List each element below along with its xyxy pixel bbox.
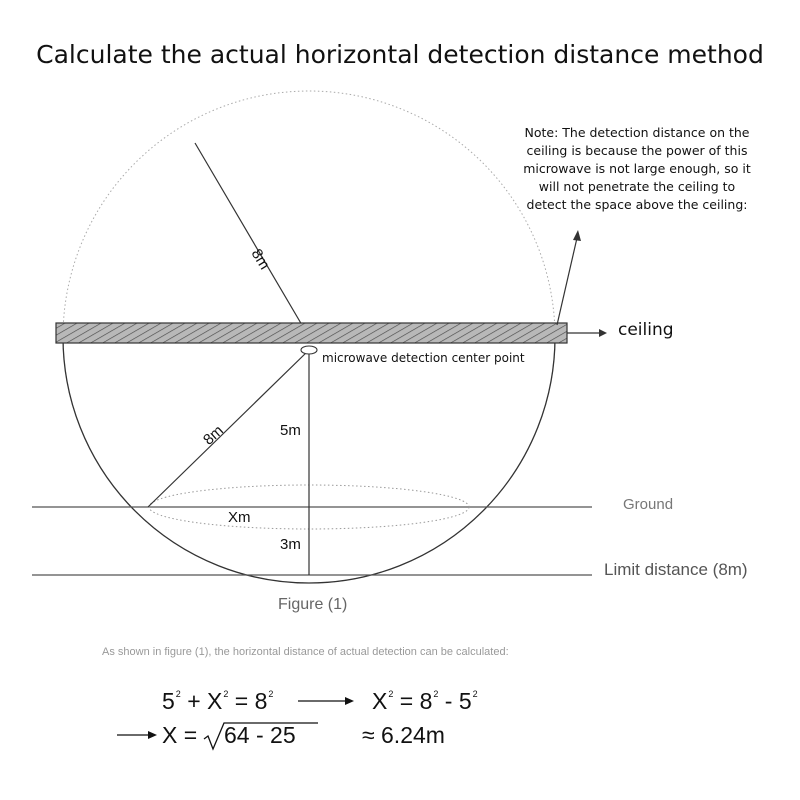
note-line: microwave is not large enough, so it [523, 161, 751, 176]
note-line: Note: The detection distance on the [524, 125, 750, 140]
note-line: detect the space above the ceiling: [526, 197, 748, 212]
note-text [512, 124, 762, 214]
eq-base: 5 [458, 688, 472, 714]
caption-text: As shown in figure (1), the horizontal distance of actual detection can be calculated: [102, 646, 509, 658]
eq-base: 8 [419, 688, 433, 714]
ground-label: Ground [623, 496, 674, 513]
eq-exponent: 2 [175, 689, 181, 699]
note-arrow-head [573, 230, 581, 241]
approx-symbol: ≈ [362, 722, 375, 748]
figure-label: Figure (1) [278, 596, 348, 613]
eq-exponent: 2 [223, 689, 229, 699]
diagram-title: Calculate the actual horizontal detection distance method [36, 40, 764, 69]
x-distance-label: Xm [228, 509, 251, 526]
eq-base: X [207, 688, 223, 714]
eq-operator: = [228, 688, 255, 714]
eq-operator: + [180, 688, 208, 714]
eq-operator: - [438, 688, 459, 714]
eq-exponent: 2 [268, 689, 274, 699]
eq-base: X [372, 688, 388, 714]
note-line: ceiling is because the power of this [526, 143, 748, 158]
ceiling-bar [56, 323, 567, 343]
center-point-label: microwave detection center point [322, 351, 525, 365]
eq-operator: = [393, 688, 420, 714]
equation-result-lhs: X = [162, 722, 198, 748]
radius-lower-label: 8m [200, 422, 227, 449]
equation-rearranged [372, 688, 478, 715]
height-3m-label: 3m [280, 536, 301, 553]
eq-exponent: 2 [388, 689, 394, 699]
equation-result [362, 722, 445, 749]
equation-arrow-1-head [345, 697, 354, 705]
equation-radicand: 64 - 25 [224, 722, 296, 748]
radius-upper-label: 8m [247, 246, 274, 273]
result-value: 6.24m [381, 722, 445, 748]
note-arrow-line [557, 238, 577, 325]
equation-pythagoras [162, 688, 273, 715]
limit-distance-label: Limit distance (8m) [604, 560, 748, 579]
eq-exponent: 2 [472, 689, 478, 699]
note-line: will not penetrate the ceiling to [538, 179, 736, 194]
eq-base: 5 [162, 688, 175, 714]
ceiling-arrow-head [599, 329, 607, 337]
eq-exponent: 2 [433, 689, 439, 699]
height-5m-label: 5m [280, 422, 301, 439]
center-point-marker [301, 346, 317, 354]
ceiling-label: ceiling [618, 320, 674, 340]
eq-base: 8 [254, 688, 268, 714]
equation-arrow-2-head [148, 731, 157, 739]
radius-upper-line [195, 143, 309, 337]
